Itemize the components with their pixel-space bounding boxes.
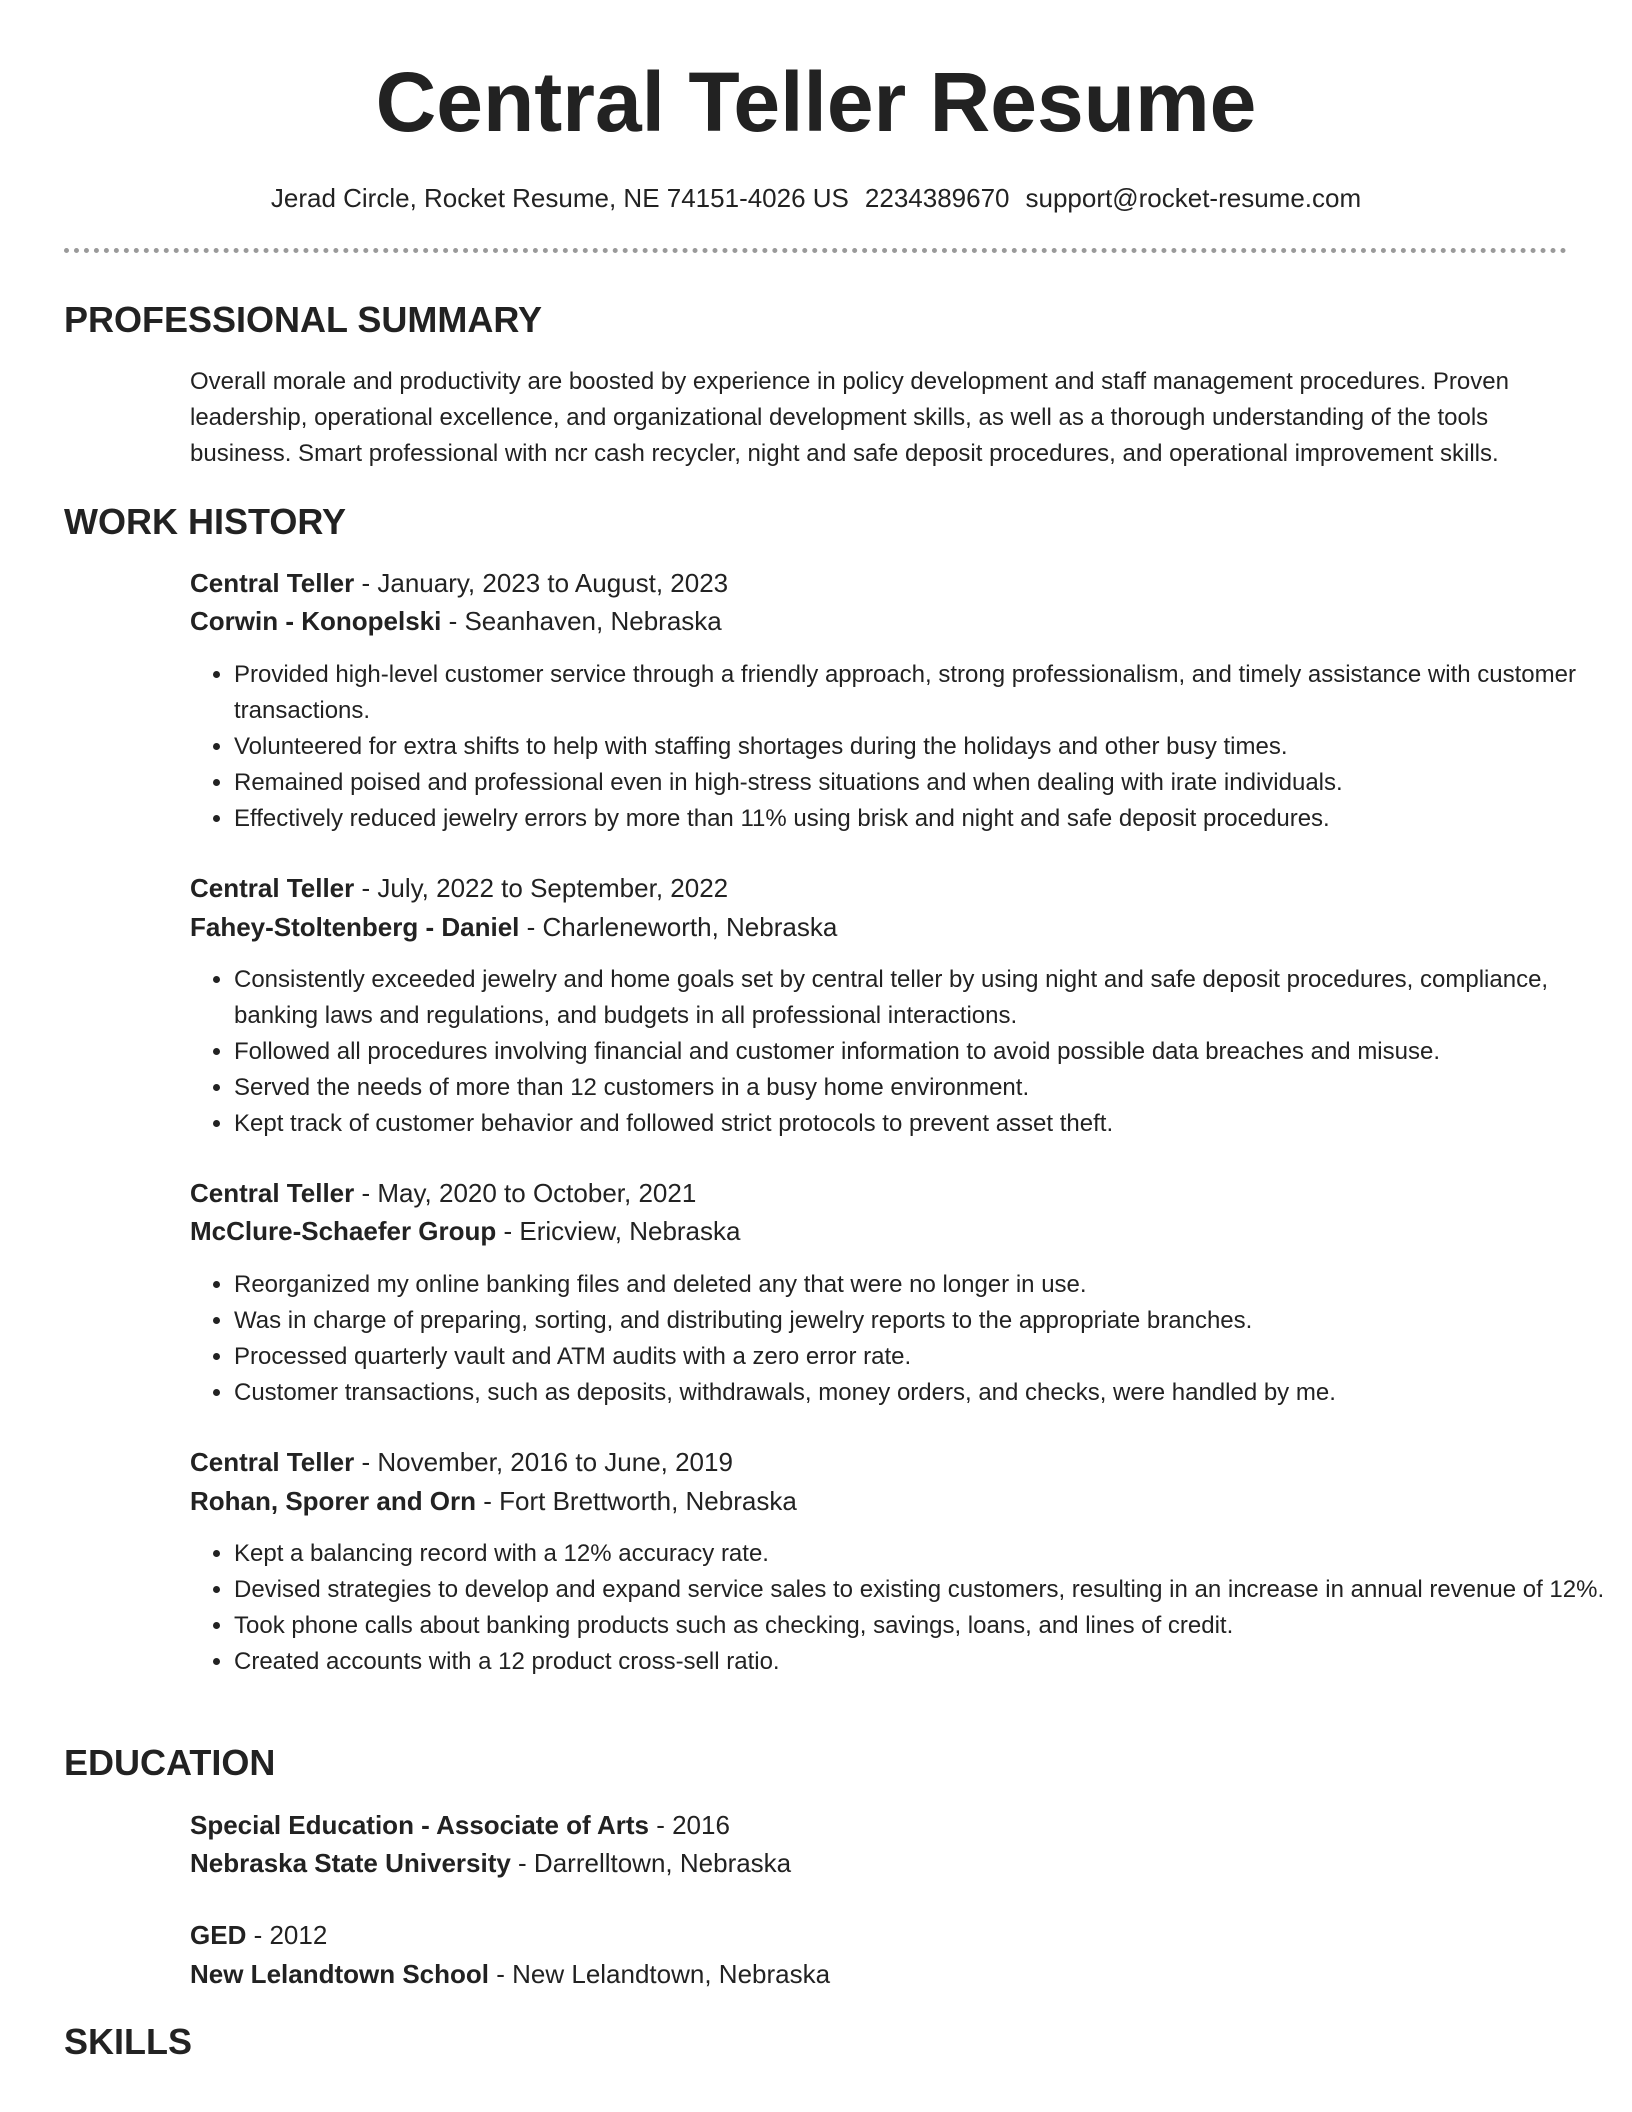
work-history-heading: WORK HISTORY: [64, 501, 347, 542]
job-title: Central Teller: [190, 1447, 355, 1477]
list-item: • Created accounts with a 12 product cross-sell ratio.: [234, 1644, 1614, 1680]
education-school: Nebraska State University: [190, 1848, 511, 1878]
job-location: - Charleneworth, Nebraska: [519, 912, 838, 942]
list-item: • Served the needs of more than 12 customers in a busy home environment.: [234, 1070, 1614, 1106]
job-company-line: [190, 908, 837, 946]
list-item: • Kept track of customer behavior and followed strict protocols to prevent asset theft.: [234, 1106, 1614, 1142]
education-degree: GED: [190, 1920, 247, 1950]
list-item: • Followed all procedures involving financial and customer information to avoid possible data breaches and misuse.: [234, 1034, 1614, 1070]
job-dates: - January, 2023 to August, 2023: [354, 568, 729, 598]
job-bullets: [190, 1267, 1614, 1411]
list-item: • Provided high-level customer service through a friendly approach, strong professionalism, and timely assistance with customer transactions.: [234, 657, 1614, 729]
list-item: • Customer transactions, such as deposits, withdrawals, money orders, and checks, were handled by me.: [234, 1375, 1614, 1411]
list-item: • Devised strategies to develop and expand service sales to existing customers, resulting in an increase in annual revenue of 12%.: [234, 1572, 1614, 1608]
job-dates: - July, 2022 to September, 2022: [354, 873, 729, 903]
education-location: - Darrelltown, Nebraska: [510, 1848, 792, 1878]
contact-address: Jerad Circle, Rocket Resume, NE 74151-4026 US: [270, 183, 849, 213]
education-year: - 2012: [246, 1920, 328, 1950]
job-title: Central Teller: [190, 873, 355, 903]
list-item: • Kept a balancing record with a 12% accuracy rate.: [234, 1536, 1614, 1572]
education-year: - 2016: [648, 1810, 730, 1840]
job-company: Corwin - Konopelski: [190, 606, 442, 636]
job-company-line: [190, 1212, 740, 1250]
job-dates: - May, 2020 to October, 2021: [354, 1178, 697, 1208]
job-dates: - November, 2016 to June, 2019: [354, 1447, 733, 1477]
list-item: • Remained poised and professional even in high-stress situations and when dealing with irate individuals.: [234, 765, 1614, 801]
job-title-line: [190, 1443, 733, 1481]
education-school: New Lelandtown School: [190, 1959, 490, 1989]
list-item: • Effectively reduced jewelry errors by more than 11% using brisk and night and safe deposit procedures.: [234, 801, 1614, 837]
resume-title: Central Teller Resume: [375, 55, 1257, 149]
contact-email[interactable]: support@rocket-resume.com: [1025, 183, 1362, 213]
job-company-line: [190, 1482, 797, 1520]
education-school-line: [190, 1844, 791, 1882]
skills-heading: SKILLS: [64, 2021, 193, 2062]
list-item: • Took phone calls about banking products such as checking, savings, loans, and lines of credit.: [234, 1608, 1614, 1644]
contact-line: [0, 178, 1632, 218]
job-bullets: [190, 962, 1614, 1142]
education-degree-line: [190, 1916, 327, 1954]
job-title-line: [190, 564, 728, 602]
job-bullets: [190, 657, 1614, 837]
summary-text: Overall morale and productivity are boosted by experience in policy development and staff management procedures. Proven leadership, operational excellence, and organizational development skills, as well as a thorough understanding of the tools business. Smart professional with ncr cash recycler, night and safe deposit procedures, and operational improvement skills.: [190, 368, 1509, 467]
summary-heading: PROFESSIONAL SUMMARY: [64, 299, 543, 340]
job-title-line: [190, 1174, 696, 1212]
list-item: • Reorganized my online banking files and deleted any that were no longer in use.: [234, 1267, 1614, 1303]
education-heading: EDUCATION: [64, 1742, 276, 1783]
job-location: - Fort Brettworth, Nebraska: [476, 1486, 797, 1516]
education-school-line: [190, 1955, 830, 1993]
list-item: • Was in charge of preparing, sorting, and distributing jewelry reports to the appropriate branches.: [234, 1303, 1614, 1339]
contact-phone[interactable]: 2234389670: [864, 183, 1010, 213]
job-location: - Ericview, Nebraska: [496, 1216, 741, 1246]
education-degree-line: [190, 1806, 730, 1844]
job-title: Central Teller: [190, 1178, 355, 1208]
job-title: Central Teller: [190, 568, 355, 598]
list-item: • Consistently exceeded jewelry and home goals set by central teller by using night and safe deposit procedures, compliance, banking laws and regulations, and budgets in all professional interactions.: [234, 962, 1614, 1034]
job-company-line: [190, 602, 722, 640]
job-location: - Seanhaven, Nebraska: [441, 606, 722, 636]
list-item: • Volunteered for extra shifts to help with staffing shortages during the holidays and other busy times.: [234, 729, 1614, 765]
job-company: Fahey-Stoltenberg - Daniel: [190, 912, 520, 942]
job-company: Rohan, Sporer and Orn: [190, 1486, 477, 1516]
job-company: McClure-Schaefer Group: [190, 1216, 497, 1246]
education-degree: Special Education - Associate of Arts: [190, 1810, 649, 1840]
education-location: - New Lelandtown, Nebraska: [489, 1959, 831, 1989]
job-title-line: [190, 869, 728, 907]
header-divider: [64, 248, 1567, 253]
list-item: • Processed quarterly vault and ATM audits with a zero error rate.: [234, 1339, 1614, 1375]
job-bullets: [190, 1536, 1614, 1680]
